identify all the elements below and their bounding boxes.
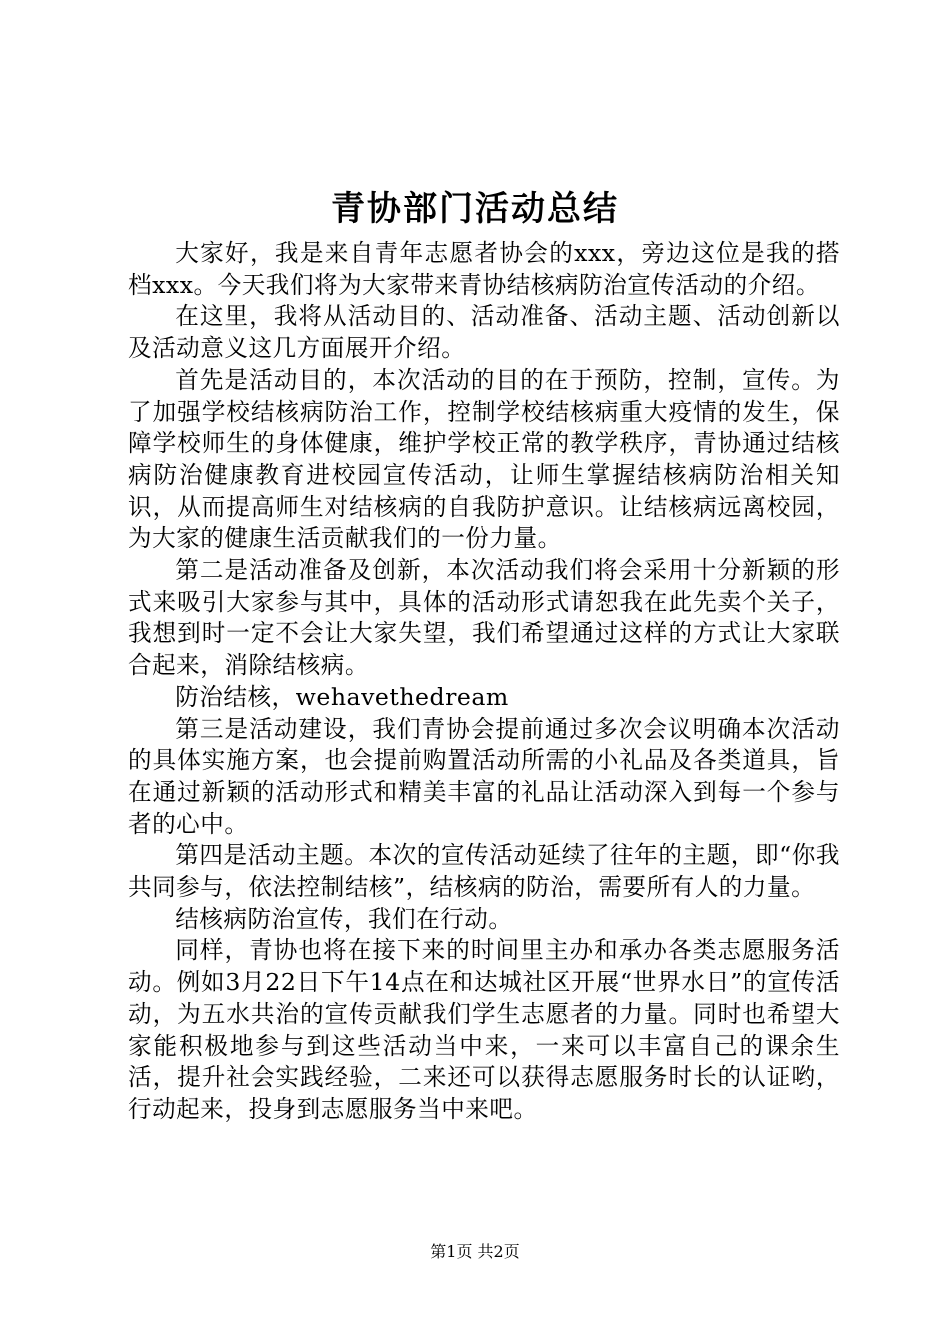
paragraph-intro: 大家好，我是来自青年志愿者协会的xxx，旁边这位是我的搭档xxx。今天我们将为大家带来青协结核病防治宣传活动的介绍。: [128, 239, 840, 299]
document-title: 青协部门活动总结: [331, 189, 619, 229]
paragraph-purpose: 首先是活动目的，本次活动的目的在于预防，控制，宣传。为了加强学校结核病防治工作，控制学校结核病重大疫情的发生，保障学校师生的身体健康，维护学校正常的教学秩序，青协通过结核病防治健康教育进校园宣传活动，让师生掌握结核病防治相关知识，从而提高师生对结核病的自我防护意识。让结核病远离校园，为大家的健康生活贡献我们的一份力量。: [128, 365, 840, 553]
paragraph-construction: 第三是活动建设，我们青协会提前通过多次会议明确本次活动的具体实施方案，也会提前购置活动所需的小礼品及各类道具，旨在通过新颖的活动形式和精美丰富的礼品让活动深入到每一个参与者的心中。: [128, 714, 840, 838]
paragraph-volunteer: 同样，青协也将在接下来的时间里主办和承办各类志愿服务活动。例如3月22日下午14点在和达城社区开展“世界水日”的宣传活动，为五水共治的宣传贡献我们学生志愿者的力量。同时也希望大家能积极地参与到这些活动当中来，一来可以丰富自己的课余生活，提升社会实践经验，二来还可以获得志愿服务时长的认证哟，行动起来，投身到志愿服务当中来吧。: [128, 936, 840, 1123]
paragraph-outline: 在这里，我将从活动目的、活动准备、活动主题、活动创新以及活动意义这几方面展开介绍。: [128, 302, 840, 363]
page-footer: 第1页 共2页: [430, 1242, 520, 1261]
document-body: [128, 238, 840, 1126]
paragraph-preparation: 第二是活动准备及创新，本次活动我们将会采用十分新颖的形式来吸引大家参与其中，具体的活动形式请恕我在此先卖个关子，我想到时一定不会让大家失望，我们希望通过这样的方式让大家联合起来，消除结核病。: [128, 556, 840, 680]
paragraph-slogan-dream: 防治结核，wehavethedream: [175, 682, 509, 711]
paragraph-theme: 第四是活动主题。本次的宣传活动延续了往年的主题，即“你我共同参与，依法控制结核”，结核病的防治，需要所有人的力量。: [128, 841, 840, 902]
paragraph-slogan-action: 结核病防治宣传，我们在行动。: [175, 904, 513, 933]
